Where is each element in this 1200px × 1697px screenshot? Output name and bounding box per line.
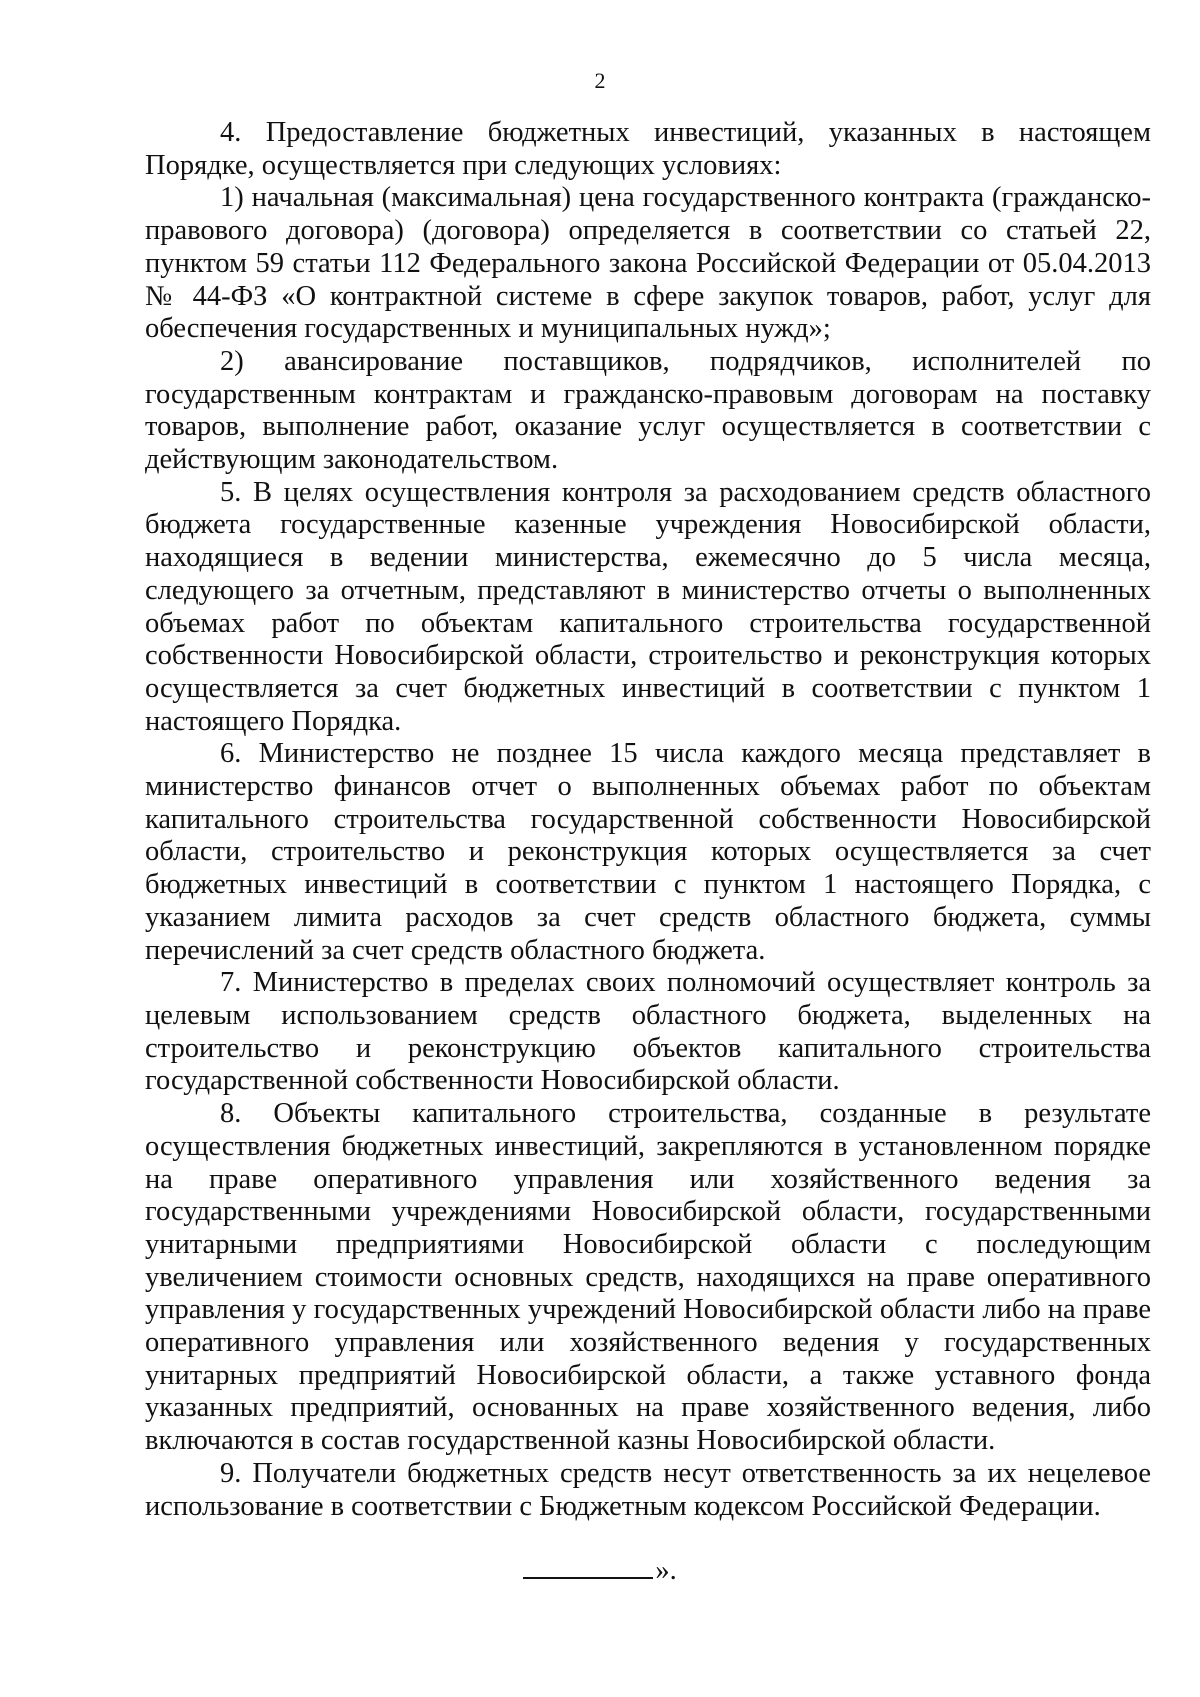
paragraph-5: 5. В целях осуществления контроля за расходованием средств областного бюджета государственные казенные учреждения Новосибирской области, находящиеся в ведении министерства, ежемесячно до 5 числа месяца, следующего за отчетным, представляют в министерство отчеты о выполненных объемах работ по объектам капитального строительства государственной собственности Новосибирской области, строительство и реконструкция которых осуществляется за счет бюджетных инвестиций в соответствии с пунктом 1 настоящего Порядка. — [145, 476, 1151, 737]
closing-quote: ». — [655, 1555, 677, 1586]
paragraph-4-item-1: 1) начальная (максимальная) цена государственного контракта (гражданско-правового договора) (договора) определяется в соответствии со статьей 22, пунктом 59 статьи 112 Федерального закона Российской Федерации от 05.04.2013 № 44-ФЗ «О контрактной системе в сфере закупок товаров, работ, услуг для обеспечения государственных и муниципальных нужд»; — [145, 182, 1151, 345]
paragraph-7: 7. Министерство в пределах своих полномочий осуществляет контроль за целевым использованием средств областного бюджета, выделенных на строительство и реконструкцию объектов капитального строительства государственной собственности Новосибирской области. — [145, 967, 1151, 1097]
closing-mark — [0, 1553, 1200, 1587]
paragraph-4: 4. Предоставление бюджетных инвестиций, указанных в настоящем Порядке, осуществляется при следующих условиях: — [145, 117, 1151, 181]
paragraph-6: 6. Министерство не позднее 15 числа каждого месяца представляет в министерство финансов отчет о выполненных объемах работ по объектам капитального строительства государственной собственности Новосибирской области, строительство и реконструкция которых осуществляется за счет бюджетных инвестиций в соответствии с пунктом 1 настоящего Порядка, с указанием лимита расходов за счет средств областного бюджета, суммы перечислений за счет средств областного бюджета. — [145, 738, 1151, 966]
document-body — [145, 117, 1151, 1523]
paragraph-9: 9. Получатели бюджетных средств несут ответственность за их нецелевое использование в соответствии с Бюджетным кодексом Российской Федерации. — [145, 1457, 1151, 1522]
paragraph-8: 8. Объекты капитального строительства, созданные в результате осуществления бюджетных инвестиций, закрепляются в установленном порядке на праве оперативного управления или хозяйственного ведения за государственными учреждениями Новосибирской области, государственными унитарными предприятиями Новосибирской области с последующим увеличением стоимости основных средств, находящихся на праве оперативного управления у государственных учреждений Новосибирской области либо на праве оперативного управления или хозяйственного ведения у государственных унитарных предприятий Новосибирской области, а также уставного фонда указанных предприятий, основанных на праве хозяйственного ведения, либо включаются в состав государственной казны Новосибирской области. — [145, 1098, 1151, 1457]
paragraph-4-item-2: 2) авансирование поставщиков, подрядчиков, исполнителей по государственным контрактам и гражданско-правовым договорам на поставку товаров, выполнение работ, оказание услуг осуществляется в соответствии с действующим законодательством. — [145, 345, 1151, 476]
closing-underline — [523, 1553, 653, 1579]
page-number: 2 — [594, 68, 606, 93]
